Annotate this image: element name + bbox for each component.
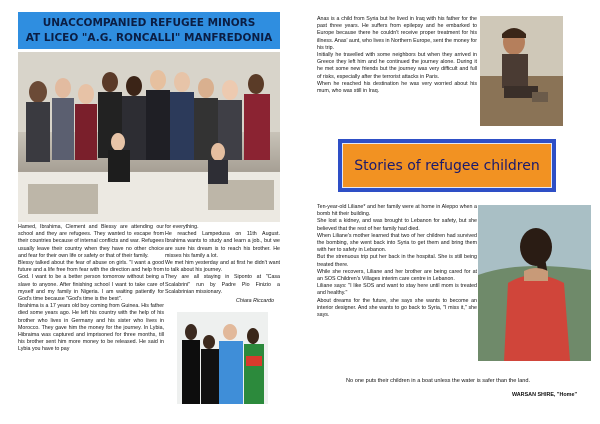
stories-heading: Stories of refugee children bbox=[342, 143, 552, 188]
priest-with-students-photo bbox=[177, 312, 268, 404]
liliane-paragraph: About dreams for the future, she says she wants to become an interior designer. And she wants to go back to Syria, "I miss it," she says. bbox=[317, 297, 477, 319]
anas-paragraph: Initially he travelled with some neighbors but when they arrived in Greece they left him and he continued the journey alone. During it he met some new friends but the journey was very difficult and full of risks, especially after the terrorist attacks in Paris. bbox=[317, 52, 477, 80]
liliane-paragraph: Ten-year-old Liliane* and her family were at home in Aleppo when a bomb hit their building. bbox=[317, 204, 477, 218]
anas-paragraph: Anas is a child from Syria but he lived in Iraq with his father for the past three years. He suffers from epilepsy and he embarked to Europe because there he couldn't receive proper treatment for his illness. Anas' aunt, who lives in Northern Europe, sent the money for his trip. bbox=[317, 16, 477, 51]
article-column-1 bbox=[18, 224, 164, 416]
article-title-line-2: AT LICEO "A.G. RONCALLI" MANFREDONIA bbox=[25, 32, 273, 44]
boy-photo-illustration bbox=[480, 16, 563, 126]
liliane-story-column bbox=[317, 204, 477, 390]
article-title-line-1: UNACCOMPANIED REFUGEE MINORS bbox=[42, 17, 256, 29]
liliane-paragraph: Liliane says: "I like SOS and want to stay here until mom is treated and healthy." bbox=[317, 283, 477, 297]
article-paragraph: Ibrahima is a 17 years old boy coming from Guinea. His father died some years ago. He left his country with the help of his brother who lives in Germany and his sister who lives in Morocco. They gave him the money for the journey. In Lybia, Hibraima was captured and imprisoned for three months, till his brother sent him more money to be released. He said in Lybia you have to pay bbox=[18, 303, 164, 353]
liliane-paragraph: But the strenuous trip put her back in the hospital. She is still being treated there. bbox=[317, 254, 477, 268]
liliane-paragraph: She lost a kidney, and was brought to Lebanon for safety, but she believed that the rest of her family had died. bbox=[317, 218, 477, 232]
classroom-photo-illustration bbox=[18, 52, 280, 222]
article-paragraph: They are all staying in Siponto at "Casa Scalabrini" run by Padre Pio Finizio a Scalabrinian missionary. bbox=[165, 274, 280, 295]
girl-photo-illustration bbox=[478, 205, 591, 361]
anas-story-column bbox=[317, 16, 477, 124]
stories-heading-box bbox=[338, 139, 556, 192]
article-signature: Chiara Riccardo bbox=[236, 298, 274, 304]
liliane-paragraph: While she recovers, Liliane and her brother are being cared for at an SOS Children's Villages interim care centre in Lebanon. bbox=[317, 268, 477, 283]
article-title-banner bbox=[18, 12, 280, 49]
quote-author: WARSAN SHIRE, "Home" bbox=[512, 392, 578, 398]
article-paragraph: We met him yesterday and at first he didn't want to talk about his journey. bbox=[165, 260, 280, 274]
classroom-group-photo bbox=[18, 52, 280, 222]
article-paragraph: Hamed, Ibrahima, Clement and Blessy are attending our school and they are refugees. They wanted to escape from their countries because of internal conflicts and war. Refugees usually leave their country when they have no other choice and fear for their own life or safety or that of their family. bbox=[18, 224, 164, 259]
liliane-paragraph: When Liliane's mother learned that two of her children had survived the bombing, she went back into Syria to get them and bring them with her to safety in Lebanon. bbox=[317, 232, 477, 254]
girl-from-behind-photo bbox=[478, 205, 591, 361]
closing-quote: No one puts their children in a boat unless the water is safer than the land. bbox=[346, 378, 531, 384]
article-paragraph: Blessy talked about the fear of abuse on girls. "I want a good future and a life free from fear with the direction and help from God. I want to be a better person tomorrow without being a slave to anyone. After finishing school I want to take care of myself and my family in Nigeria. I am waiting patiently for God's time because "God's time is the best". bbox=[18, 260, 164, 303]
article-paragraph: He reached Lampedusa on 11th August. Ibrahima wants to study and learn a job., but we are sure his dream is to reach his brother. He misses his family a lot. bbox=[165, 231, 280, 259]
group-photo-illustration bbox=[177, 312, 268, 404]
right-page bbox=[300, 0, 600, 424]
anas-paragraph: When he reached his destination he was very worried about his mum, who was still in Iraq. bbox=[317, 80, 477, 95]
article-paragraph: for everything. bbox=[165, 224, 199, 230]
boy-sitting-photo bbox=[480, 16, 563, 126]
